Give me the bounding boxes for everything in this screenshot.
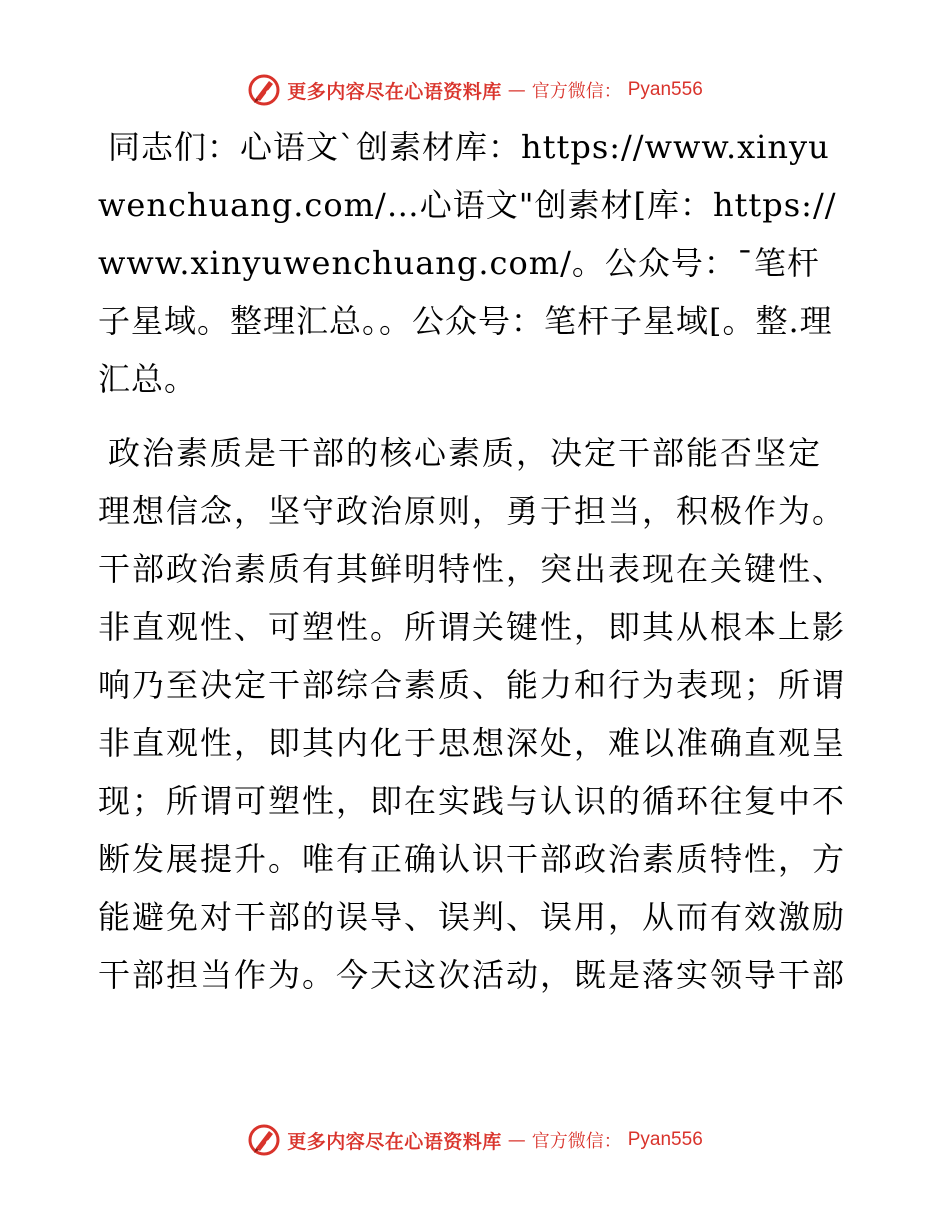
- watermark-banner-top: [0, 70, 950, 110]
- watermark-handle: Pyan556: [627, 1129, 703, 1150]
- watermark-brand-text: 更多内容尽在心语资料库: [287, 80, 502, 103]
- watermark-official-label: 官方微信：: [531, 1131, 622, 1152]
- watermark-separator: —: [507, 1129, 526, 1151]
- pen-circle-logo-icon: [247, 1123, 281, 1157]
- watermark-banner-bottom: [0, 1120, 950, 1160]
- document-body: [98, 118, 850, 1004]
- paragraph-intro: 同志们：心语文`创素材库：https://www.xinyuwenchuang.com/…心语文"创素材[库：https://www.xinyuwenchuang.com/。公众号：¯笔杆子星域。整理汇总。。公众号：笔杆子星域[。整.理汇总。: [98, 128, 837, 398]
- paragraph-main: 政治素质是干部的核心素质，决定干部能否坚定理想信念，坚守政治原则，勇于担当，积极作为。干部政治素质有其鲜明特性，突出表现在关键性、非直观性、可塑性。所谓关键性，即其从根本上影响乃至决定干部综合素质、能力和行为表现；所谓非直观性，即其内化于思想深处，难以准确直观呈现；所谓可塑性，即在实践与认识的循环往复中不断发展提升。唯有正确认识干部政治素质特性，方能避免对干部的误导、误判、误用，从而有效激励干部担当作为。今天这次活动，既是落实领导干部: [98, 434, 847, 994]
- watermark-official-label: 官方微信：: [531, 81, 622, 102]
- watermark-handle: Pyan556: [627, 79, 703, 100]
- pen-circle-logo-icon: [247, 73, 281, 107]
- watermark-brand-text: 更多内容尽在心语资料库: [287, 1130, 502, 1153]
- watermark-separator: —: [507, 79, 526, 101]
